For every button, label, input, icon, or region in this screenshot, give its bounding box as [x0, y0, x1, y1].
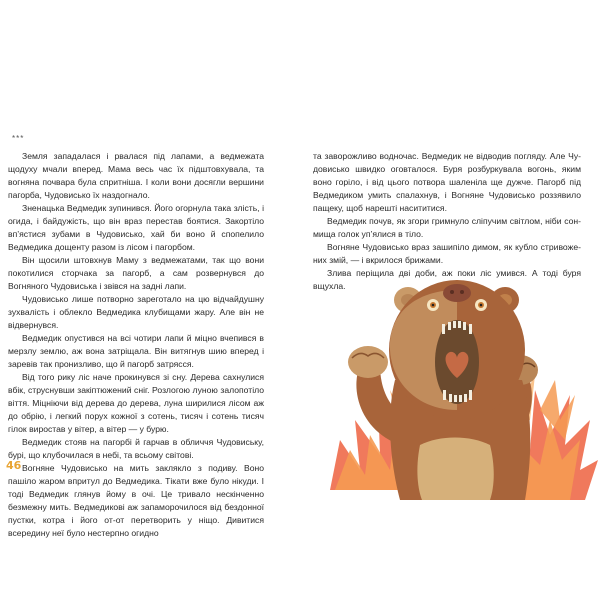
paragraph: Він щосили штовхнув Маму з ведмежатами, так що вони покотилися сторчака за пагорб, а сам розвернувся до Вогняного Чудовиська і звівся на задні лапи.: [8, 255, 264, 291]
paragraph: Земля западалася і рвалася під лапами, а ведмежата щодуху мчали вперед. Мама весь час їх підштовхувала, та вогняна почвара була спритніша. І коли вони досягли вершини пагорба, Чудовисько їх наздогнало.: [8, 151, 264, 200]
paragraph: Від того рику ліс наче прокинувся зі сну. Дерева сахнулися вбік, струснувши закіптюжений сніг. Розлогою луною залопотіло віття. Міцніючи від дерева до дерева, луна ширилися лісом аж до обрію, і легкий порух кожної з сотень, тисяч і сотень тисяч гілок виростав у вітер, а вітер — у бурю.: [8, 372, 264, 434]
paragraph: Вогняне Чудовисько на мить заклякло з подиву. Воно пашіло жаром впритул до Ведмедика. Тікати вже було нікуди. І тоді Ведмедик глянув йому в очі. Це тривало нескінченно безмежну мить. Ведмедикові аж запаморочилося від бездонної пустки, котра і його от-от перетворить у ніщо. Дивитися всередину неї було нестерпно огидно: [8, 463, 264, 538]
paragraph: та заворожливо водночас. Ведмедик не відводив погляду. Але Чудовисько швидко оговталося. Буря розбуркувала вогонь, яким воно горіло, і від цього потвора шаленіла ще дужче. Пагорб під Ведмедиком умить спалахнув, і Вогняне Чудовисько роззявило пащеку, щоб нарешті насититися.: [313, 151, 581, 213]
paragraph: Злива періщила дві доби, аж поки ліс умився. А тоді буря вщухла.: [313, 268, 581, 291]
bear-illustration: [330, 270, 600, 500]
paragraph: Ведмедик почув, як згори гримнуло сліпучим світлом, ніби сонмища голок уп’ялися в тіло.: [313, 216, 581, 239]
paragraph: Ведмедик опустився на всі чотири лапи й міцно вчепився в мерзлу землю, аж вона затріщала. Він витягнув шию вперед і заревів так пронизливо, що й пагорб затрясся.: [8, 333, 264, 369]
left-fist-icon: [348, 346, 388, 378]
paragraph: Чудовисько лише потворно зареготало на цю відчайдушну зухвалість і облекло Ведмедика клубищами жару. Але він не відвернувся.: [8, 294, 264, 330]
bear-head: [389, 280, 525, 420]
section-separator: ***: [12, 134, 25, 143]
page-number: 46: [6, 459, 22, 472]
left-text-column: [8, 150, 264, 540]
paragraph: Зненацька Ведмедик зупинився. Його огорнула така злість, і огида, і байдужість, що він враз перестав боятися. Закортіло вп’ястися зубами в Чудовисько, хай би воно й спопелило Ведмедика дощенту разом із лісом і пагорбом.: [8, 203, 264, 252]
paragraph: Вогняне Чудовисько враз зашипіло димом, як кубло стривожених змій, — і вкрилося брижами.: [313, 242, 581, 265]
paragraph: Ведмедик стояв на пагорбі й гарчав в обличчя Чудовиську, бурі, що клубочилася в небі, та всьому світові.: [8, 437, 264, 460]
nose-icon: [443, 284, 471, 302]
